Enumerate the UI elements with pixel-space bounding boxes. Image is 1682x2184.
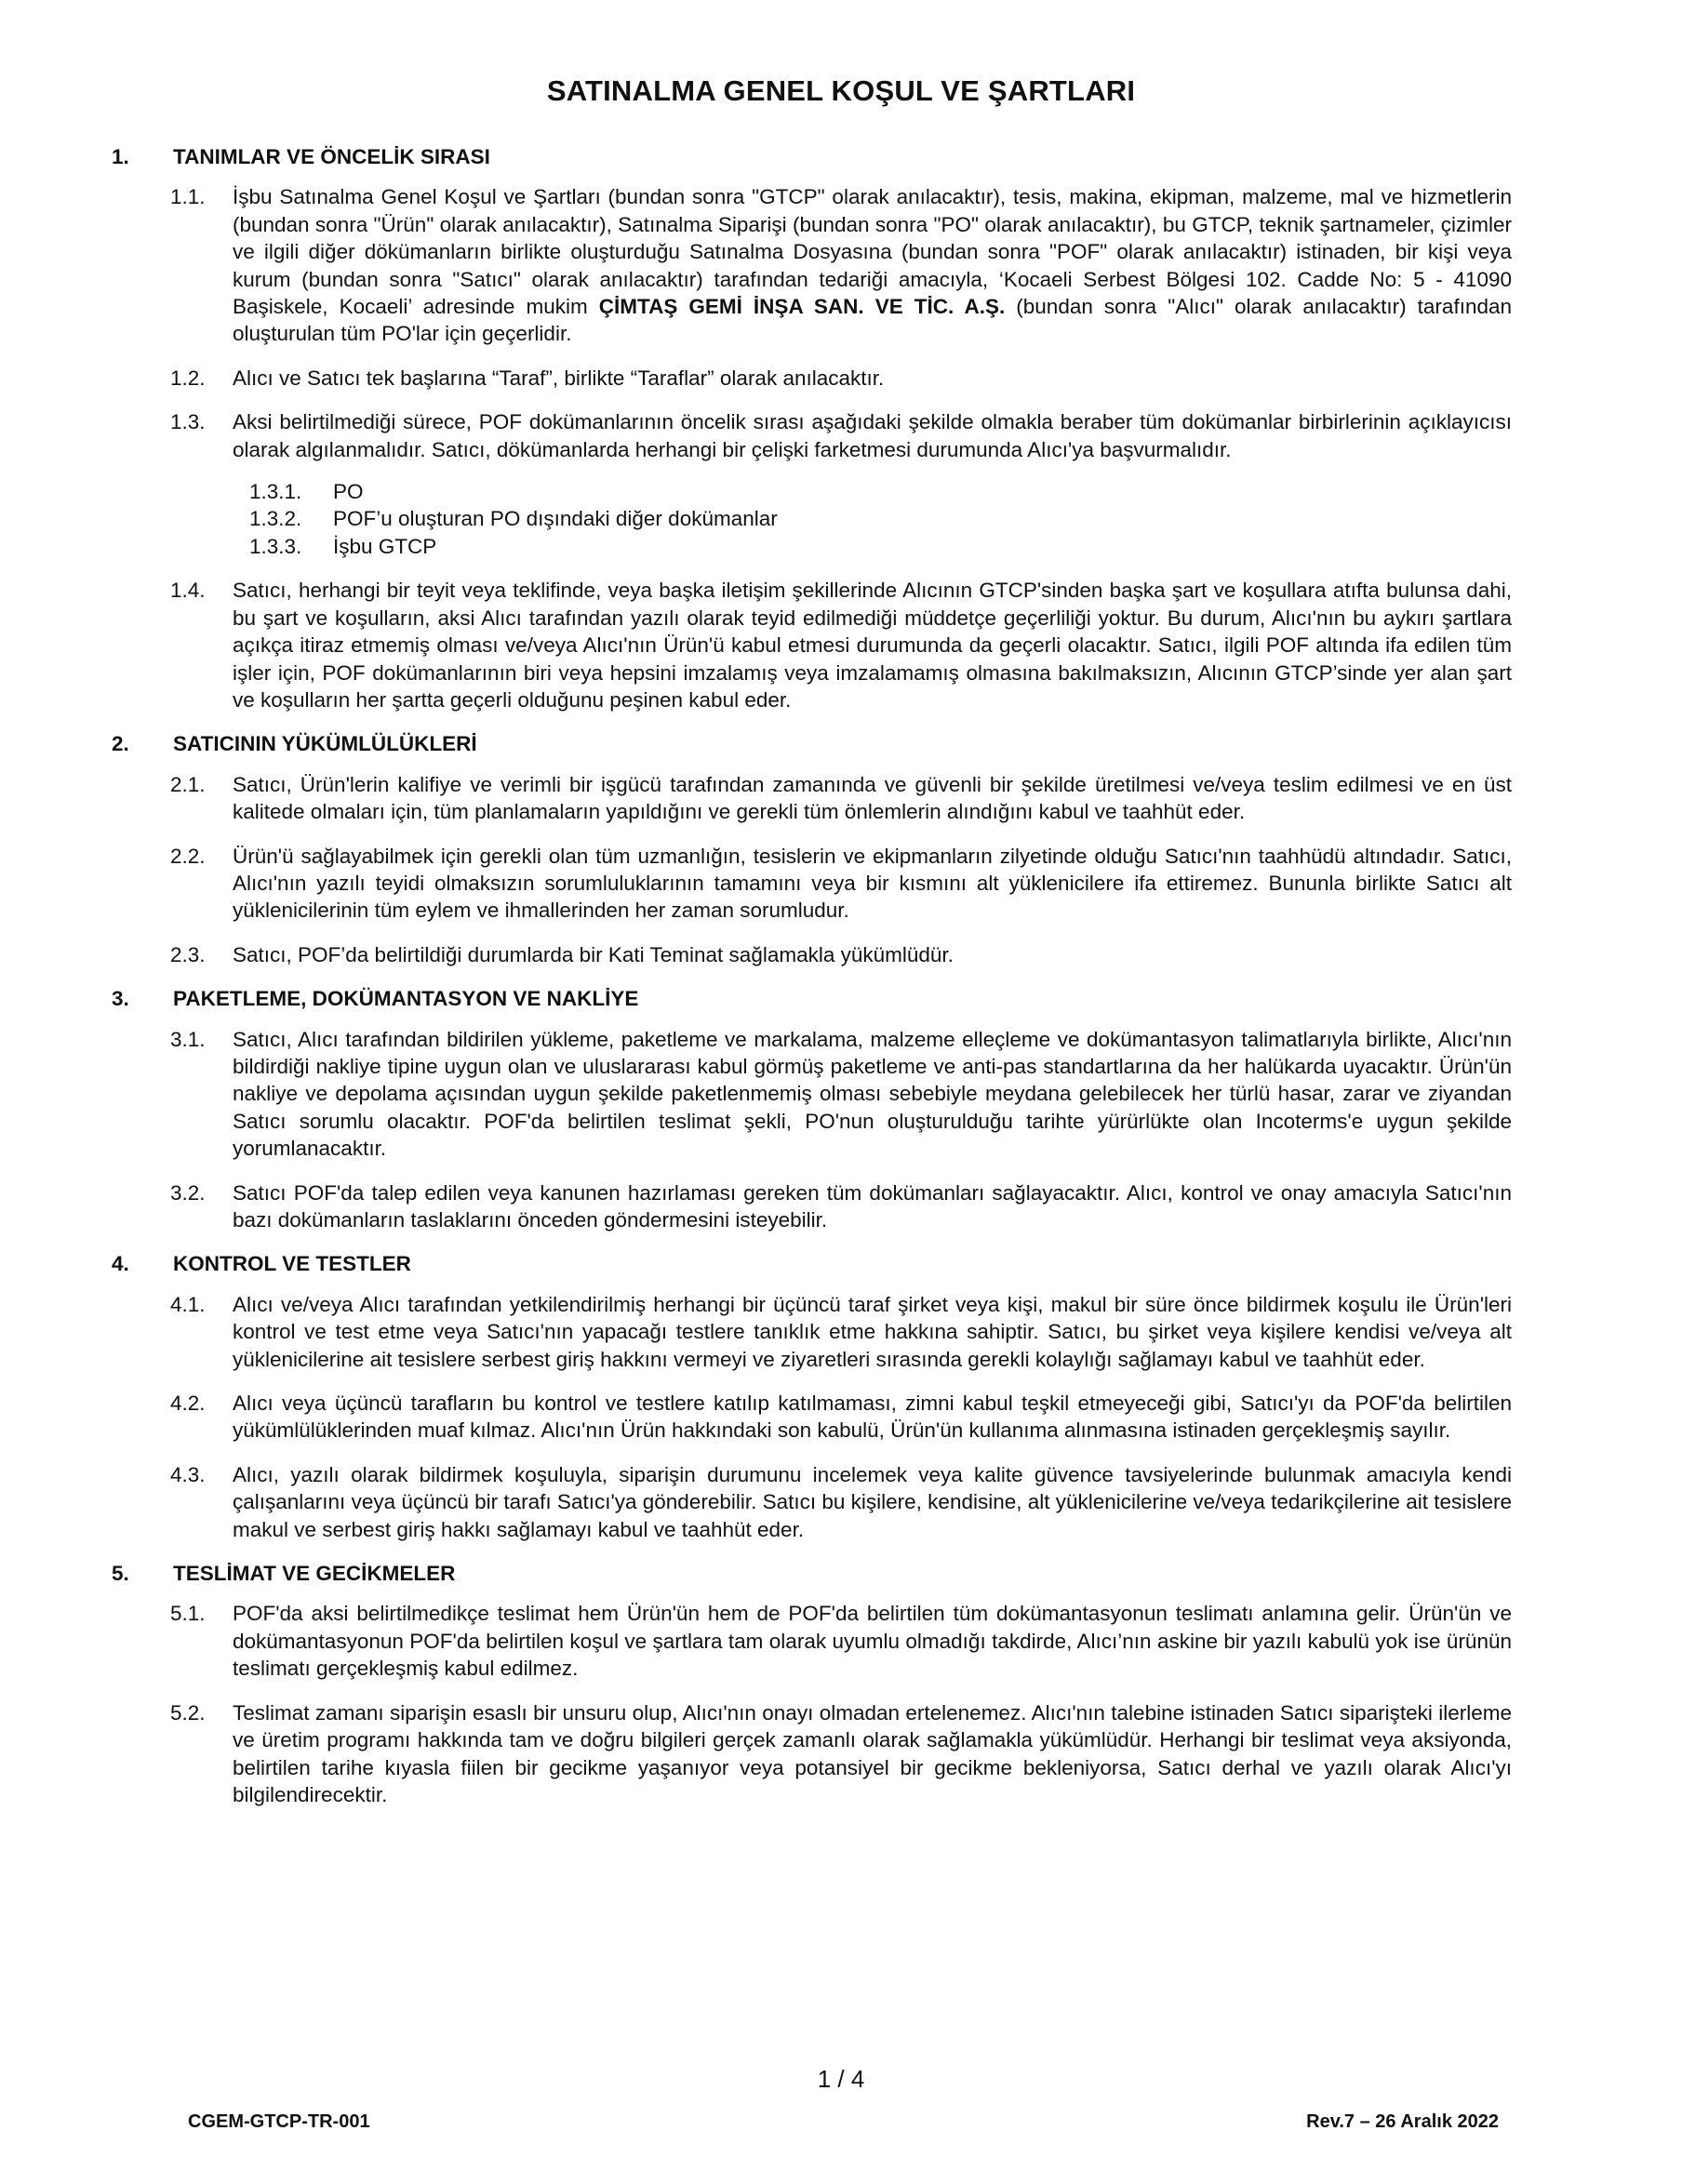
document-title: SATINALMA GENEL KOŞUL VE ŞARTLARI <box>546 74 1136 107</box>
document-body <box>112 143 1512 1825</box>
clause-number: 1.4. <box>170 579 206 603</box>
clause-text: Ürün'ü sağlayabilmek için gerekli olan tüm uzmanlığın, tesislerin ve ekipmanların zilyetinde olduğu Satıcı'nın taahhüdü altındadır. Satıcı, Alıcı'nın yazılı teyidi olmaksızın sorumluluklarının tamamını veya bir kısmını alt yüklenicilere ifa ettiremez. Bununla birlikte Satıcı alt yüklenicilerinin tüm eylem ve ihmallerinden her zaman sorumludur. <box>233 844 1512 923</box>
section-number: 1. <box>112 145 129 168</box>
clause-text: Satıcı POF'da talep edilen veya kanunen hazırlaması gereken tüm dokümanları sağlayacaktır. Alıcı, kontrol ve onay amacıyla Satıcı'nın bazı dokümanların taslaklarını önceden göndermesini isteyebilir. <box>233 1180 1512 1232</box>
section-title: KONTROL VE TESTLER <box>173 1252 411 1276</box>
section-title: TESLİMAT VE GECİKMELER <box>173 1562 456 1586</box>
section-title: PAKETLEME, DOKÜMANTASYON VE NAKLİYE <box>173 987 639 1011</box>
clause-number: 2.1. <box>170 772 206 796</box>
clause-text: Alıcı, yazılı olarak bildirmek koşuluyla, siparişin durumunu incelemek veya kalite güvence tavsiyelerinde bulunmak amacıyla kendi çalışanlarını veya üçüncü bir tarafı Satıcı'ya gönderebilir. Satıcı bu kişilere, kendisine, alt yüklenicilerine ve/veya tedarikçilerine ait tesislere makul ve serbest giriş hakkı sağlamayı kabul ve taahhüt eder. <box>233 1462 1512 1541</box>
clause-text: Satıcı, POF’da belirtildiği durumlarda bir Kati Teminat sağlamakla yükümlüdür. <box>233 942 954 966</box>
revision-date: Rev.7 – 26 Aralık 2022 <box>1306 2111 1499 2132</box>
section-number: 5. <box>112 1562 129 1586</box>
sub-clause <box>249 478 1512 505</box>
clause-number: 4.1. <box>170 1292 206 1316</box>
clause-text: Alıcı veya üçüncü tarafların bu kontrol ve testlere katılıp katılmaması, zimni kabul teşkil etmeyeceği gibi, Satıcı'yı da POF'da belirtilen yükümlülüklerinden muaf kılmaz. Alıcı'nın Ürün hakkındaki son kabulü, Ürün'ün kullanıma alınmasına istinaden gerçekleşmiş sayılır. <box>233 1392 1512 1443</box>
clause <box>170 771 1512 826</box>
clause-text: Satıcı, herhangi bir teyit veya teklifinde, veya başka iletişim şekillerinde Alıcının GTCP'sinden başka şart ve koşullara atıfta bulunsa dahi, bu şart ve koşulların, aksi Alıcı tarafından yazılı olarak teyid edilmediği müddetçe geçerliliği yoktur. Bu durum, Alıcı'nın bu aykırı şartlara açıkça itiraz etmemiş olması ve/veya Alıcı'nın Ürün'ü kabul etmesi durumunda da geçerli olacaktır. Satıcı, ilgili POF altında ifa edilen tüm işler için, POF dokümanlarının biri veya hepsini imzalamış veya imzalamamış olmasına bakılmaksızın, Alıcının GTCP’sinde yer alan şart ve koşulların her şartta geçerli olduğunu peşinen kabul eder. <box>233 579 1512 712</box>
clause-number: 1.3. <box>170 410 206 434</box>
clause <box>170 183 1512 347</box>
clause-number: 5.2. <box>170 1700 206 1725</box>
section-heading <box>112 1250 1512 1277</box>
clause-number: 1.1. <box>170 185 206 209</box>
clause-text: Alıcı ve/veya Alıcı tarafından yetkilendirilmiş herhangi bir üçüncü taraf şirket veya kişi, makul bir süre önce bildirmek koşulu ile Ürün'leri kontrol ve test etme veya Satıcı'nın yapacağı testlere tanıklık etme hakkına sahiptir. Satıcı, bu şirket veya kişilere kendisi ve/veya alt yüklenicilerine ait tesislere serbest giriş hakkını vermeyi ve ziyaretleri sırasında gerekli kolaylığı sağlamayı kabul ve taahhüt eder. <box>233 1292 1512 1371</box>
clause-number: 4.2. <box>170 1392 206 1416</box>
sub-clause <box>249 533 1512 560</box>
clause <box>170 843 1512 925</box>
section-heading <box>112 985 1512 1012</box>
sub-clause-number: 1.3.1. <box>249 480 302 504</box>
section-number: 2. <box>112 732 129 756</box>
clause <box>170 1179 1512 1234</box>
clause-number: 2.3. <box>170 942 206 966</box>
clause-number: 5.1. <box>170 1602 206 1626</box>
clause <box>170 1461 1512 1543</box>
clause <box>170 1699 1512 1809</box>
sub-clause-number: 1.3.3. <box>249 534 302 558</box>
clause <box>170 941 1512 968</box>
section-heading <box>112 730 1512 757</box>
clause-number: 1.2. <box>170 366 206 390</box>
sub-clause <box>249 505 1512 532</box>
section-title: TANIMLAR VE ÖNCELİK SIRASI <box>173 145 490 168</box>
sub-clause-list <box>112 478 1512 560</box>
clause <box>170 1390 1512 1445</box>
section-number: 4. <box>112 1252 129 1276</box>
document-code: CGEM-GTCP-TR-001 <box>188 2111 370 2132</box>
clause <box>170 408 1512 463</box>
clause <box>170 1600 1512 1682</box>
section-number: 3. <box>112 987 129 1011</box>
clause-text: POF'da aksi belirtilmedikçe teslimat hem Ürün'ün hem de POF'da belirtilen tüm dokümantasyonun teslimatı anlamına gelir. Ürün'ün ve dokümantasyonun POF'da belirtilen koşul ve şartlara tam olarak uyumlu olmadığı takdirde, Alıcı’nın askine bir yazılı kabulü yok ise ürünün teslimatı gerçekleşmiş kabul edilmez. <box>233 1602 1512 1681</box>
sub-clause-text: POF’u oluşturan PO dışındaki diğer dokümanlar <box>333 507 778 531</box>
sub-clause-number: 1.3.2. <box>249 507 302 531</box>
clause-text: Satıcı, Alıcı tarafından bildirilen yükleme, paketleme ve markalama, malzeme elleçleme ve dokümantasyon talimatlarıyla birlikte, Alıcı'nın bildirdiği nakliye tipine uygun olan ve uluslararası kabul görmüş paketleme ve anti-pas standartlarına da her halükarda uyacaktır. Ürün'ün nakliye ve depolama açısından uygun şekilde paketlenmemiş olması sebebiyle meydana gelebilecek her türlü hasar, zarar ve ziyandan Satıcı sorumlu olacaktır. POF'da belirtilen teslimat şekli, PO'nun oluşturulduğu tarihte yürürlükte olan Incoterms'e uygun şekilde yorumlanacaktır. <box>233 1027 1512 1161</box>
section-heading <box>112 143 1512 170</box>
clause <box>170 365 1512 392</box>
clause-text: Aksi belirtilmediği sürece, POF dokümanlarının öncelik sırası aşağıdaki şekilde olmakla beraber tüm dokümanlar birbirlerinin açıklayıcısı olarak algılanmalıdır. Satıcı, dökümanlarda herhangi bir çelişki farketmesi durumunda Alıcı'ya başvurmalıdır. <box>233 410 1512 461</box>
clause-text-part: (bundan sonra "Alıcı" olarak anılacaktır) tarafından oluşturulan tüm PO'lar için geçerlidir. <box>233 295 1512 346</box>
clause-number: 4.3. <box>170 1462 206 1486</box>
clause <box>170 577 1512 713</box>
clause <box>170 1026 1512 1163</box>
clause-text: Teslimat zamanı siparişin esaslı bir unsuru olup, Alıcı'nın onayı olmadan ertelenemez. Alıcı'nın talebine istinaden Satıcı siparişteki ilerleme ve üretim programı hakkında tam ve doğru bilgileri gerçek zamanlı olarak sağlamakla yükümlüdür. Herhangi bir teslimat veya aksiyonda, belirtilen tarihe kıyasla fiilen bir gecikme yaşanıyor veya potansiyel bir gecikme bekleniyorsa, Satıcı derhal ve yazılı olarak Alıcı'yı bilgilendirecektir. <box>233 1700 1512 1806</box>
section-heading <box>112 1560 1512 1587</box>
company-name: ÇİMTAŞ GEMİ İNŞA SAN. VE TİC. A.Ş. <box>598 295 1006 319</box>
clause-number: 3.1. <box>170 1027 206 1051</box>
clause-text: Satıcı, Ürün'lerin kalifiye ve verimli bir işgücü tarafından zamanında ve güvenli bir şekilde üretilmesi ve/veya teslim edilmesi ve en üst kalitede olmaları için, tüm planlamaların yapıldığını ve gerekli tüm önlemlerin alındığını kabul ve taahhüt eder. <box>233 772 1512 824</box>
clause <box>170 1291 1512 1373</box>
clause-text-part: İşbu Satınalma Genel Koşul ve Şartları (bundan sonra "GTCP" olarak anılacaktır), tesis, makina, ekipman, malzeme, mal ve hizmetlerin (bundan sonra "Ürün" olarak anılacaktır), Satınalma Siparişi (bundan sonra "PO" olarak anılacaktır), bu GTCP, teknik şartnameler, çizimler ve ilgili diğer dökümanların birlikte oluşturduğu Satınalma Dosyasına (bundan sonra "POF" olarak anılacaktır) istinaden, bir kişi veya kurum (bundan sonra "Satıcı" olarak anılacaktır) tarafından tedariği amacıyla, ‘Kocaeli Serbest Bölgesi 102. Cadde No: 5 - 41090 Başiskele, Kocaeli’ adresinde mukim <box>233 185 1512 319</box>
clause-text <box>233 183 1512 347</box>
clause-number: 3.2. <box>170 1180 206 1205</box>
section-title: SATICININ YÜKÜMLÜLÜKLERİ <box>173 732 477 756</box>
sub-clause-text: PO <box>333 480 364 504</box>
sub-clause-text: İşbu GTCP <box>333 534 437 558</box>
page-number: 1 / 4 <box>817 2065 865 2093</box>
clause-text: Alıcı ve Satıcı tek başlarına “Taraf”, birlikte “Taraflar” olarak anılacaktır. <box>233 366 885 390</box>
clause-number: 2.2. <box>170 844 206 868</box>
